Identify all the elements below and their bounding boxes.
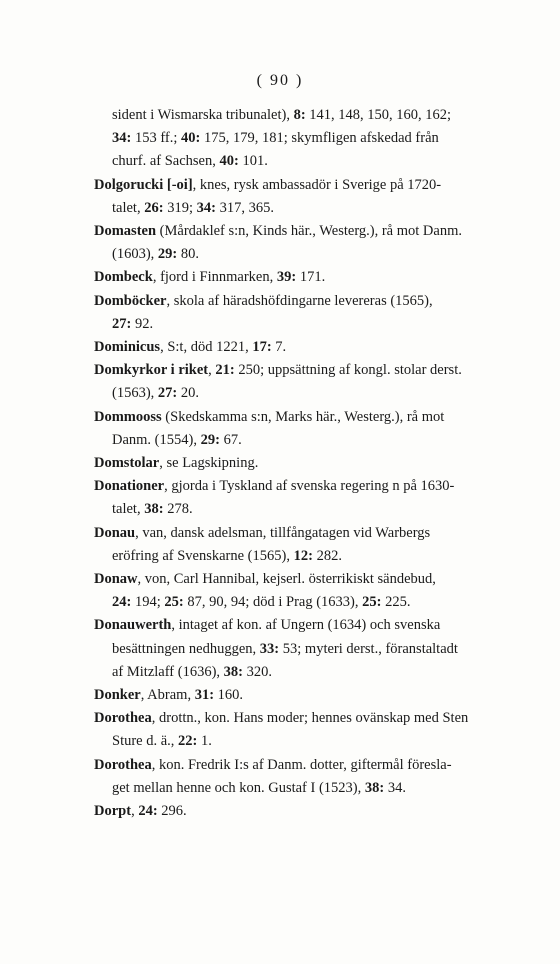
entry-line: Dorpt, 24: 296.	[94, 803, 187, 820]
entry-line: 27: 92.	[112, 315, 154, 332]
index-entry	[94, 336, 532, 359]
index-entry	[94, 568, 532, 614]
entry-line: besättningen nedhuggen, 33: 53; myteri derst., föranstaltadt	[112, 640, 458, 657]
index-entry	[94, 614, 532, 684]
index-entry	[94, 754, 532, 800]
entry-line: (1603), 29: 80.	[112, 246, 200, 263]
entry-line: 24: 194; 25: 87, 90, 94; död i Prag (1633), 25: 225.	[112, 594, 411, 611]
entry-line: get mellan henne och kon. Gustaf I (1523), 38: 34.	[112, 779, 406, 796]
entry-line: Domkyrkor i riket, 21: 250; uppsättning af kongl. stolar derst.	[94, 362, 462, 379]
index-entry	[94, 266, 532, 289]
entry-line: talet, 26: 319; 34: 317, 365.	[112, 199, 274, 216]
index-entry	[94, 800, 532, 823]
index-entry	[94, 359, 532, 405]
entry-line: talet, 38: 278.	[112, 501, 193, 518]
index-entry	[94, 522, 532, 568]
entry-line: Donationer, gjorda i Tyskland af svenska regering n på 1630-	[94, 478, 455, 495]
index-entry	[94, 104, 532, 174]
entry-line: eröfring af Svenskarne (1565), 12: 282.	[112, 547, 342, 564]
page-number: ( 90 )	[256, 72, 304, 89]
entry-line: Donker, Abram, 31: 160.	[94, 687, 244, 704]
entry-line: Domasten (Mårdaklef s:n, Kinds här., Westerg.), rå mot Danm.	[94, 223, 462, 240]
entry-line: Donauwerth, intaget af kon. af Ungern (1634) och svenska	[94, 617, 441, 634]
index-entry	[94, 406, 532, 452]
index-entry	[94, 290, 532, 336]
entry-line: Donau, van, dansk adelsman, tillfångatagen vid Warbergs	[94, 524, 431, 541]
entry-line: Domstolar, se Lagskipning.	[94, 455, 259, 472]
index-entry	[94, 220, 532, 266]
index-entry	[94, 707, 532, 753]
entry-line: af Mitzlaff (1636), 38: 320.	[112, 663, 273, 680]
entry-line: Dorothea, kon. Fredrik I:s af Danm. dotter, giftermål föresla-	[94, 756, 452, 773]
entry-line: Danm. (1554), 29: 67.	[112, 431, 242, 448]
entry-line: Dombeck, fjord i Finnmarken, 39: 171.	[94, 269, 326, 286]
entry-line: Domböcker, skola af häradshöfdingarne levereras (1565),	[94, 292, 433, 309]
entry-line: Donaw, von, Carl Hannibal, kejserl. österrikiskt sändebud,	[94, 571, 436, 588]
index-entry	[94, 684, 532, 707]
entry-line: churf. af Sachsen, 40: 101.	[112, 153, 268, 170]
index-entry	[94, 475, 532, 521]
entry-line: 34: 153 ff.; 40: 175, 179, 181; skymfligen afskedad från	[112, 130, 439, 147]
entry-line: Sture d. ä., 22: 1.	[112, 733, 212, 750]
entry-line: Dominicus, S:t, död 1221, 17: 7.	[94, 339, 287, 356]
entry-line: Dorothea, drottn., kon. Hans moder; hennes ovänskap med Sten	[94, 710, 469, 727]
index-entries	[94, 104, 532, 823]
entry-line: sident i Wismarska tribunalet), 8: 141, 148, 150, 160, 162;	[112, 107, 452, 123]
index-entry	[94, 452, 532, 475]
entry-line: Dolgorucki [-oi], knes, rysk ambassadör i Sverige på 1720-	[94, 176, 442, 193]
index-entry	[94, 174, 532, 220]
entry-line: (1563), 27: 20.	[112, 385, 200, 402]
entry-line: Dommooss (Skedskamma s:n, Marks här., Westerg.), rå mot	[94, 408, 445, 425]
